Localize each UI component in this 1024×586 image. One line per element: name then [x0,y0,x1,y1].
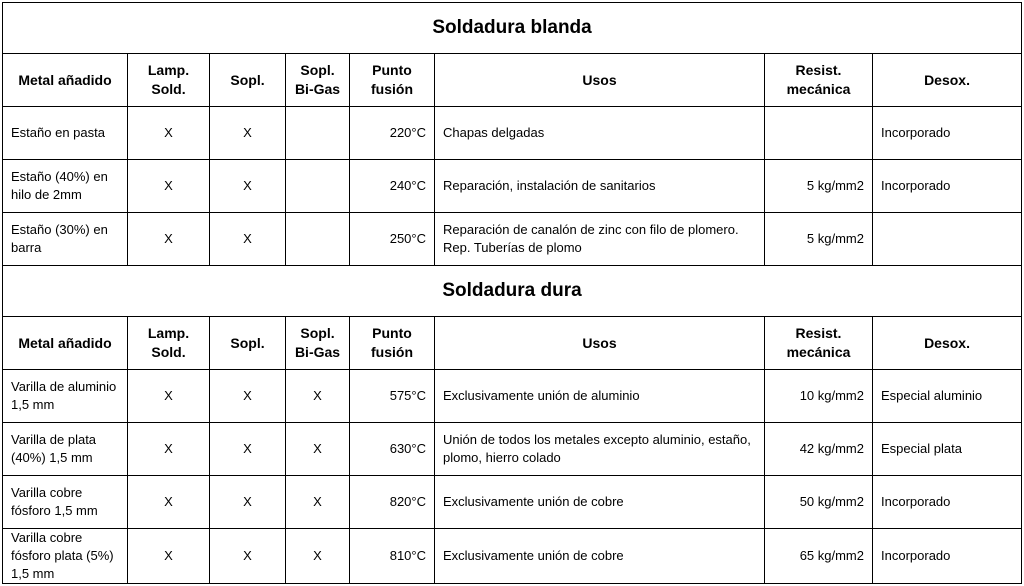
column-header: Punto fusión [350,54,435,107]
column-header: Lamp. Sold. [128,54,210,107]
column-header: Punto fusión [350,317,435,370]
punto-fusion-cell: 250°C [350,213,435,266]
sopl-cell: X [210,476,286,529]
metal-cell: Varilla de aluminio 1,5 mm [3,370,128,423]
table-row [3,370,1022,423]
bigas-cell: X [286,476,350,529]
bigas-cell: X [286,423,350,476]
column-header: Resist. mecánica [765,54,873,107]
lamp-cell: X [128,213,210,266]
column-header: Desox. [873,317,1022,370]
column-header: Desox. [873,54,1022,107]
metal-cell: Estaño (40%) en hilo de 2mm [3,160,128,213]
usos-cell: Reparación, instalación de sanitarios [435,160,765,213]
lamp-cell: X [128,160,210,213]
resist-cell: 65 kg/mm2 [765,529,873,584]
resist-cell [765,107,873,160]
usos-cell: Unión de todos los metales excepto aluminio, estaño, plomo, hierro colado [435,423,765,476]
sopl-cell: X [210,423,286,476]
section-title: Soldadura blanda [3,3,1022,54]
resist-cell: 10 kg/mm2 [765,370,873,423]
column-header: Metal añadido [3,317,128,370]
punto-fusion-cell: 810°C [350,529,435,584]
punto-fusion-cell: 575°C [350,370,435,423]
section-title-row [3,3,1022,54]
desox-cell: Especial aluminio [873,370,1022,423]
table-row [3,423,1022,476]
header-row [3,317,1022,370]
resist-cell: 50 kg/mm2 [765,476,873,529]
resist-cell: 5 kg/mm2 [765,160,873,213]
soldering-table [2,2,1022,584]
desox-cell [873,213,1022,266]
sopl-cell: X [210,370,286,423]
punto-fusion-cell: 820°C [350,476,435,529]
punto-fusion-cell: 240°C [350,160,435,213]
resist-cell: 5 kg/mm2 [765,213,873,266]
sopl-cell: X [210,529,286,584]
column-header: Usos [435,54,765,107]
column-header: Sopl. Bi-Gas [286,317,350,370]
table-row [3,160,1022,213]
table-row [3,213,1022,266]
sopl-cell: X [210,213,286,266]
bigas-cell [286,213,350,266]
column-header: Sopl. [210,317,286,370]
punto-fusion-cell: 220°C [350,107,435,160]
column-header: Lamp. Sold. [128,317,210,370]
header-row [3,54,1022,107]
sopl-cell: X [210,107,286,160]
sopl-cell: X [210,160,286,213]
table-row [3,476,1022,529]
metal-cell: Varilla cobre fósforo 1,5 mm [3,476,128,529]
bigas-cell [286,107,350,160]
lamp-cell: X [128,529,210,584]
punto-fusion-cell: 630°C [350,423,435,476]
desox-cell: Incorporado [873,529,1022,584]
usos-cell: Exclusivamente unión de cobre [435,529,765,584]
bigas-cell: X [286,370,350,423]
column-header: Sopl. Bi-Gas [286,54,350,107]
metal-cell: Varilla de plata (40%) 1,5 mm [3,423,128,476]
table-row [3,529,1022,584]
column-header: Sopl. [210,54,286,107]
bigas-cell [286,160,350,213]
column-header: Resist. mecánica [765,317,873,370]
resist-cell: 42 kg/mm2 [765,423,873,476]
table-row [3,107,1022,160]
metal-cell: Varilla cobre fósforo plata (5%) 1,5 mm [3,529,128,584]
usos-cell: Exclusivamente unión de cobre [435,476,765,529]
metal-cell: Estaño (30%) en barra [3,213,128,266]
desox-cell: Especial plata [873,423,1022,476]
desox-cell: Incorporado [873,160,1022,213]
section-title: Soldadura dura [3,266,1022,317]
bigas-cell: X [286,529,350,584]
usos-cell: Exclusivamente unión de aluminio [435,370,765,423]
lamp-cell: X [128,423,210,476]
table-body [3,3,1022,584]
lamp-cell: X [128,370,210,423]
column-header: Metal añadido [3,54,128,107]
column-header: Usos [435,317,765,370]
usos-cell: Chapas delgadas [435,107,765,160]
metal-cell: Estaño en pasta [3,107,128,160]
usos-cell: Reparación de canalón de zinc con filo de plomero. Rep. Tuberías de plomo [435,213,765,266]
lamp-cell: X [128,476,210,529]
desox-cell: Incorporado [873,107,1022,160]
lamp-cell: X [128,107,210,160]
section-title-row [3,266,1022,317]
desox-cell: Incorporado [873,476,1022,529]
